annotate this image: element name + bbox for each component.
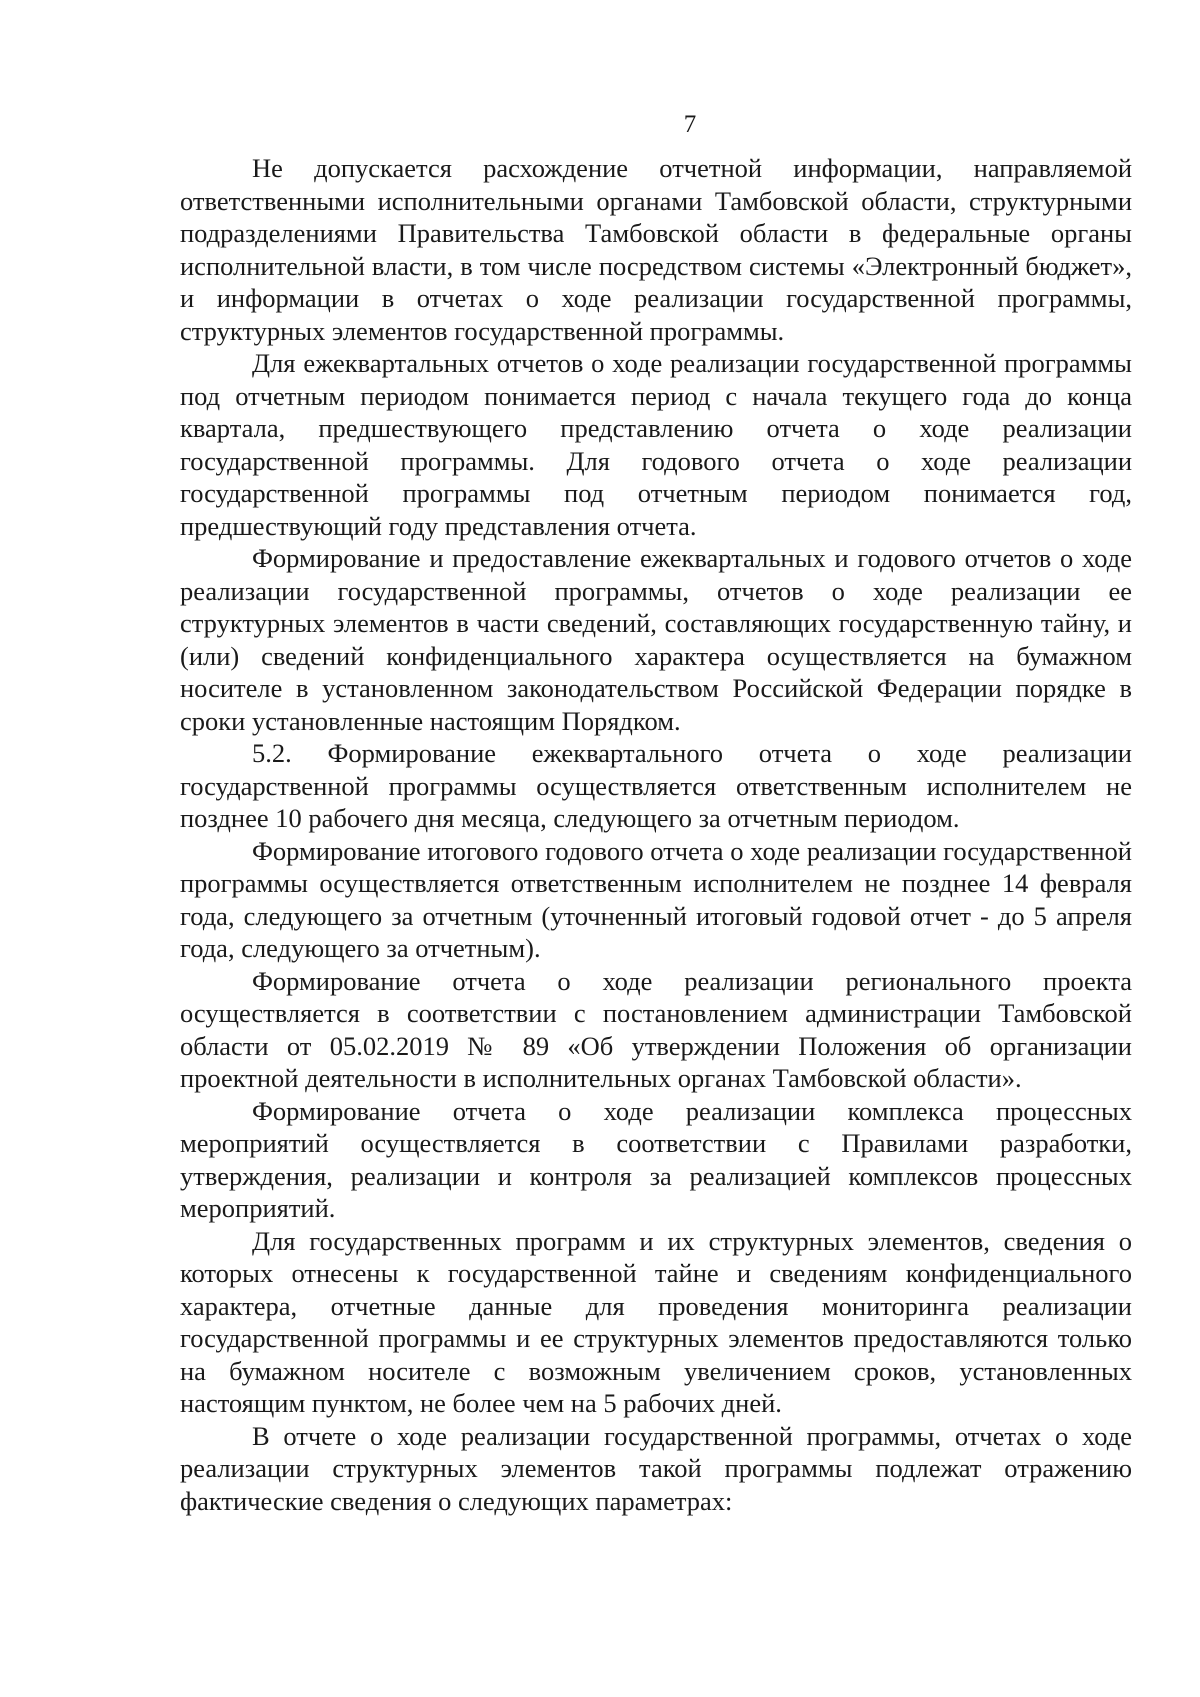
paragraph-classified-reports: Формирование и предоставление ежеквартальных и годового отчетов о ходе реализации государственной программы, отчетов о ходе реализации ее структурных элементов в части сведений, составляющих государственную тайну, и (или) сведений конфиденциального характера осуществляется на бумажном носителе в установленном законодательством Российской Федерации порядке в сроки установленные настоящим Порядком. bbox=[180, 543, 1132, 736]
paragraph-process-activities-report: Формирование отчета о ходе реализации комплекса процессных мероприятий осуществляется в соответствии с Правилами разработки, утверждения, реализации и контроля за реализацией комплексов процессных мероприятий. bbox=[180, 1095, 1132, 1223]
paragraph-secret-programs: Для государственных программ и их структурных элементов, сведения о которых отнесены к государственной тайне и сведениям конфиденциального характера, отчетные данные для проведения мониторинга реализации государственной программы и ее структурных элементов предоставляются только на бумажном носителе с возможным увеличением сроков, установленных настоящим пунктом, не более чем на 5 рабочих дней. bbox=[180, 1225, 1132, 1418]
paragraph-annual-report: Формирование итогового годового отчета о ходе реализации государственной программы осуществляется ответственным исполнителем не позднее 14 февраля года, следующего за отчетным (уточненный итоговый годовой отчет - до 5 апреля года, следующего за отчетным). bbox=[180, 835, 1132, 963]
paragraph-reporting-period: Для ежеквартальных отчетов о ходе реализации государственной программы под отчетным периодом понимается период с начала текущего года до конца квартала, предшествующего представлению отчета о ходе реализации государственной программы. Для годового отчета о ходе реализации государственной программы под отчетным периодом понимается год, предшествующий году представления отчета. bbox=[180, 348, 1132, 541]
paragraph-reporting-discrepancy: Не допускается расхождение отчетной информации, направляемой ответственными исполнительными органами Тамбовской области, структурными подразделениями Правительства Тамбовской области в федеральные органы исполнительной власти, в том числе посредством системы «Электронный бюджет», и информации в отчетах о ходе реализации государственной программы, структурных элементов государственной программы. bbox=[180, 153, 1132, 346]
paragraph-report-parameters: В отчете о ходе реализации государственной программы, отчетах о ходе реализации структурных элементов такой программы подлежат отражению фактические сведения о следующих параметрах: bbox=[180, 1420, 1132, 1516]
paragraph-regional-project-report: Формирование отчета о ходе реализации регионального проекта осуществляется в соответствии с постановлением администрации Тамбовской области от 05.02.2019 № 89 «Об утверждении Положения об организации проектной деятельности в исполнительных органах Тамбовской области». bbox=[180, 965, 1132, 1093]
paragraph-section-5-2: 5.2. Формирование ежеквартального отчета о ходе реализации государственной программы осуществляется ответственным исполнителем не позднее 10 рабочего дня месяца, следующего за отчетным периодом. bbox=[180, 738, 1132, 833]
page-number: 7 bbox=[683, 111, 697, 138]
document-body bbox=[180, 152, 1132, 1517]
